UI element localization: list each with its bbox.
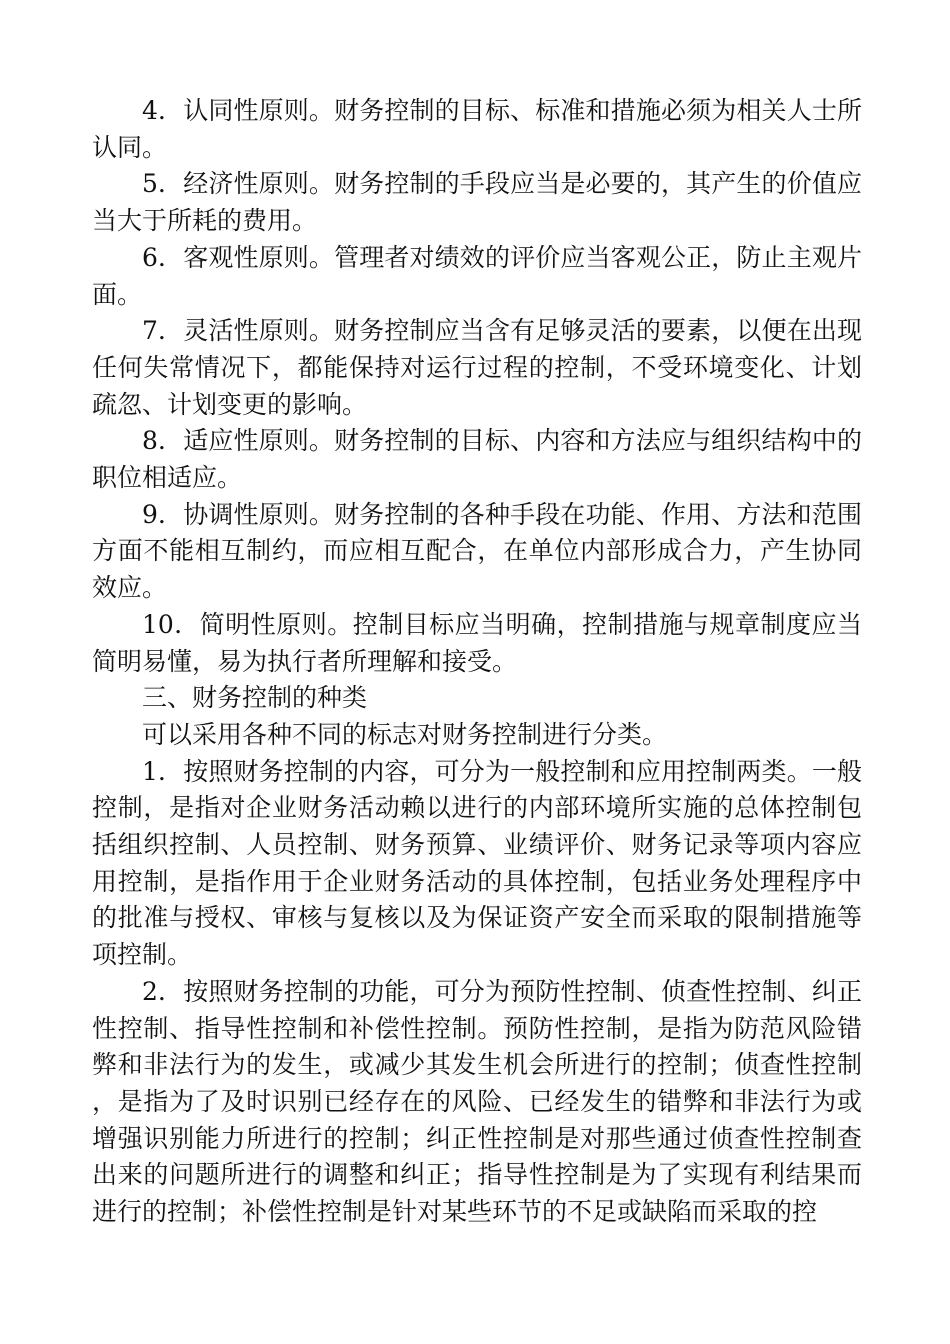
paragraph-principle-7: 7．灵活性原则。财务控制应当含有足够灵活的要素，以便在出现任何失常情况下，都能保持对运行过程的控制，不受环境变化、计划疏忽、计划变更的影响。 [92, 316, 862, 419]
paragraph-principle-5: 5．经济性原则。财务控制的手段应当是必要的，其产生的价值应当大于所耗的费用。 [92, 169, 862, 236]
document-page [92, 93, 862, 1231]
paragraph-principle-6: 6．客观性原则。管理者对绩效的评价应当客观公正，防止主观片面。 [92, 242, 862, 309]
paragraph-principle-8: 8．适应性原则。财务控制的目标、内容和方法应与组织结构中的职位相适应。 [92, 426, 862, 493]
paragraph-intro: 可以采用各种不同的标志对财务控制进行分类。 [142, 719, 668, 749]
paragraph-principle-4: 4．认同性原则。财务控制的目标、标准和措施必须为相关人士所认同。 [92, 96, 862, 162]
paragraph-principle-9: 9．协调性原则。财务控制的各种手段在功能、作用、方法和范围方面不能相互制约，而应相互配合，在单位内部形成合力，产生协同效应。 [92, 499, 862, 603]
paragraph-type-2: 2．按照财务控制的功能，可分为预防性控制、侦查性控制、纠正性控制、指导性控制和补偿性控制。预防性控制，是指为防范风险错弊和非法行为的发生，或减少其发生机会所进行的控制；侦查性控制，是指为了及时识别已经存在的风险、已经发生的错弊和非法行为或增强识别能力所进行的控制；纠正性控制是对那些通过侦查性控制查出来的问题所进行的调整和纠正；指导性控制是为了实现有利结果而进行的控制；补偿性控制是针对某些环节的不足或缺陷而采取的控 [92, 976, 862, 1227]
paragraph-type-1: 1．按照财务控制的内容，可分为一般控制和应用控制两类。一般控制，是指对企业财务活动赖以进行的内部环境所实施的总体控制包括组织控制、人员控制、财务预算、业绩评价、财务记录等项内容应用控制，是指作用于企业财务活动的具体控制，包括业务处理程序中的批准与授权、审核与复核以及为保证资产安全而采取的限制措施等项控制。 [92, 756, 862, 970]
section-heading: 三、财务控制的种类 [142, 683, 368, 713]
paragraph-principle-10: 10．简明性原则。控制目标应当明确，控制措施与规章制度应当简明易懂，易为执行者所理解和接受。 [92, 609, 862, 676]
